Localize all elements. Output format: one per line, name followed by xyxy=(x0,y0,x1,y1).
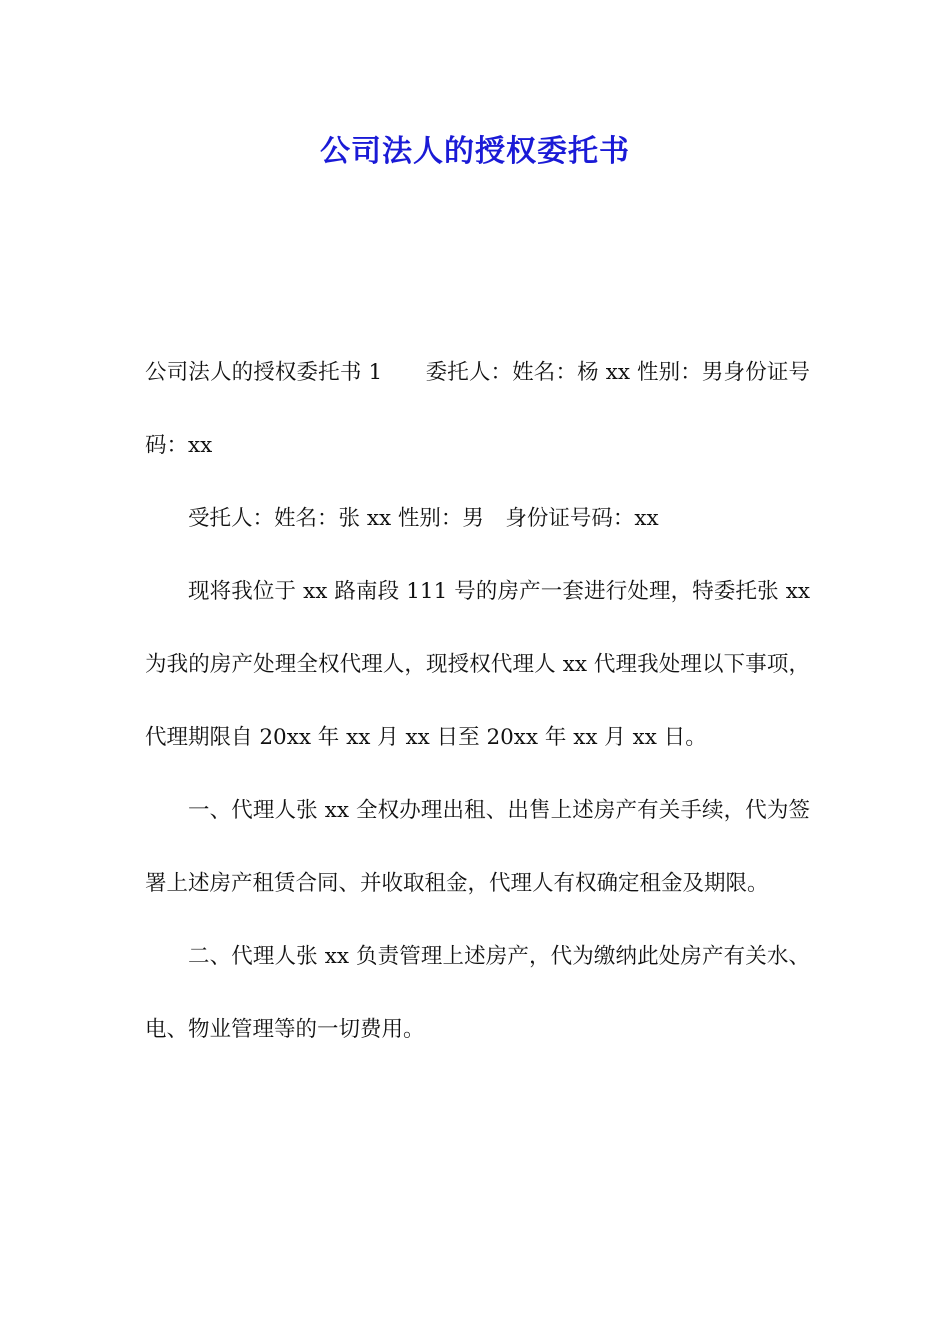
paragraph-principal-info: 公司法人的授权委托书 1 委托人：姓名：杨 xx 性别：男身份证号码：xx xyxy=(145,360,810,458)
document-title: 公司法人的授权委托书 xyxy=(320,134,630,169)
paragraph-item-one: 一、代理人张 xx 全权办理出租、出售上述房产有关手续，代为签署上述房产租赁合同、并收取租金，代理人有权确定租金及期限。 xyxy=(145,798,810,896)
paragraph-agent-info: 受托人：姓名：张 xx 性别：男 身份证号码：xx xyxy=(188,506,659,531)
document-body xyxy=(145,336,810,1066)
paragraph-item-two: 二、代理人张 xx 负责管理上述房产，代为缴纳此处房产有关水、电、物业管理等的一切费用。 xyxy=(145,944,810,1042)
paragraph-authorization-scope: 现将我位于 xx 路南段 111 号的房产一套进行处理，特委托张 xx 为我的房产处理全权代理人，现授权代理人 xx 代理我处理以下事项，代理期限自 20xx 年 xx 月 xx 日至 20xx 年 xx 月 xx 日。 xyxy=(145,579,810,750)
